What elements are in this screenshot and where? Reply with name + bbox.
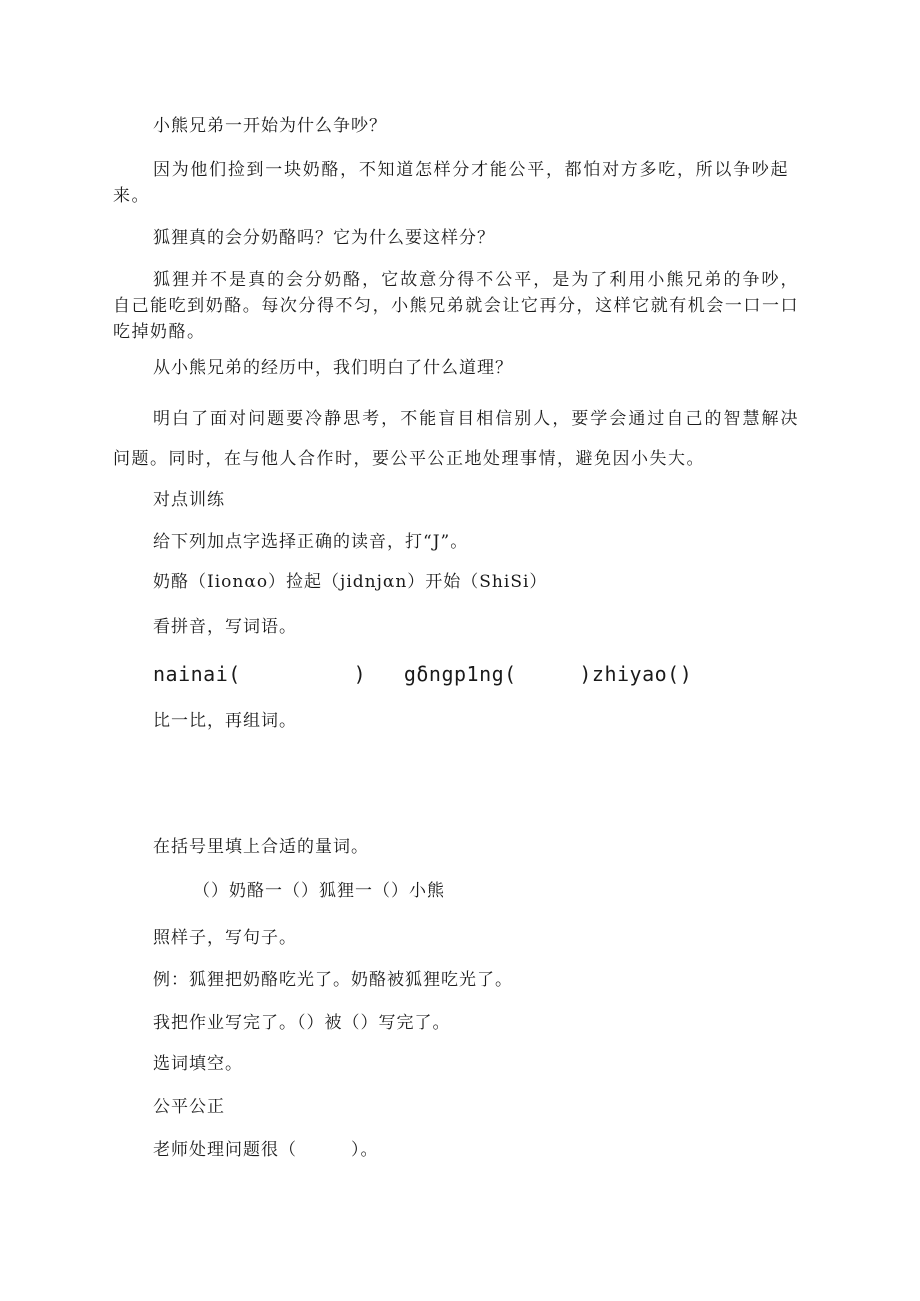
exercise-4-body: （）奶酪一（）狐狸一（）小熊 (193, 881, 445, 901)
answer-1: 因为他们捡到一块奶酪，不知道怎样分才能公平，都怕对方多吃，所以争吵起来。 (113, 160, 789, 206)
exercise-5-body: 我把作业写完了。（）被（）写完了。 (153, 1013, 451, 1033)
exercise-6-words: 公平公正 (153, 1097, 225, 1117)
exercise-6-title: 选词填空。 (153, 1054, 243, 1074)
exercise-2-body: nainai( ) gδngp1ng( )zhiyao() (153, 662, 693, 686)
exercise-6-body: 老师处理问题很（ ）。 (153, 1140, 379, 1160)
question-2: 狐狸真的会分奶酪吗？它为什么要这样分？ (153, 228, 495, 248)
exercise-1-body: 奶酪（Iionαo）捡起（jidnjαn）开始（ShiSi） (153, 572, 548, 592)
exercise-1-title: 给下列加点字选择正确的读音，打“J”。 (153, 532, 469, 552)
section-title: 对点训练 (153, 490, 225, 510)
exercise-4-title: 在括号里填上合适的量词。 (153, 837, 369, 857)
exercise-3-title: 比一比，再组词。 (153, 711, 297, 731)
question-1: 小熊兄弟一开始为什么争吵？ (153, 116, 387, 136)
question-3: 从小熊兄弟的经历中，我们明白了什么道理？ (153, 358, 513, 378)
exercise-5-example: 例：狐狸把奶酪吃光了。奶酪被狐狸吃光了。 (153, 970, 513, 990)
answer-3: 明白了面对问题要冷静思考，不能盲目相信别人，要学会通过自己的智慧解决问题。同时，在与他人合作时，要公平公正地处理事情，避免因小失大。 (113, 409, 799, 469)
exercise-2-title: 看拼音，写词语。 (153, 617, 297, 637)
answer-2: 狐狸并不是真的会分奶酪，它故意分得不公平，是为了利用小熊兄弟的争吵，自己能吃到奶酪。每次分得不匀，小熊兄弟就会让它再分，这样它就有机会一口一口吃掉奶酪。 (113, 270, 799, 342)
exercise-5-title: 照样子，写句子。 (153, 928, 297, 948)
